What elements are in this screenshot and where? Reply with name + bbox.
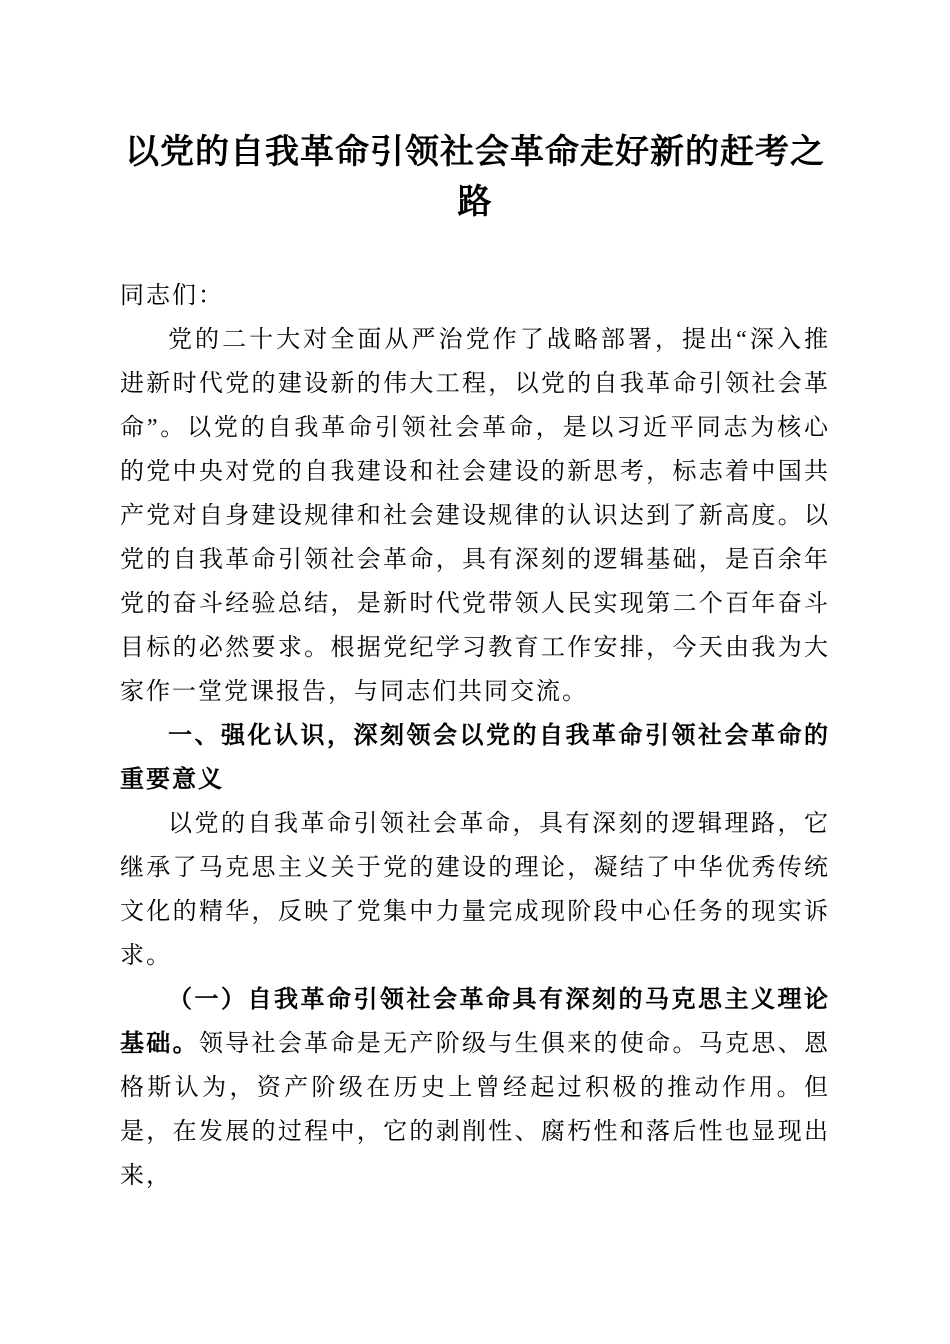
intro-paragraph: 党的二十大对全面从严治党作了战略部署，提出“深入推进新时代党的建设新的伟大工程，以党的自我革命引领社会革命”。以党的自我革命引领社会革命，是以习近平同志为核心的党中央对党的自我建设和社会建设的新思考，标志着中国共产党对自身建设规律和社会建设规律的认识达到了新高度。以党的自我革命引领社会革命，具有深刻的逻辑基础，是百余年党的奋斗经验总结，是新时代党带领人民实现第二个百年奋斗目标的必然要求。根据党纪学习教育工作安排，今天由我为大家作一堂党课报告，与同志们共同交流。 (120, 327, 830, 705)
section-heading-1: 一、强化认识，深刻领会以党的自我革命引领社会革命的重要意义 (120, 722, 830, 793)
section1-sub1-paragraph (120, 978, 830, 1198)
section1-intro-paragraph: 以党的自我革命引领社会革命，具有深刻的逻辑理路，它继承了马克思主义关于党的建设的理论，凝结了中华优秀传统文化的精华，反映了党集中力量完成现阶段中心任务的现实诉求。 (120, 811, 830, 969)
section1-sub1-body: 领导社会革命是无产阶级与生俱来的使命。马克思、恩格斯认为，资产阶级在历史上曾经起过积极的推动作用。但是，在发展的过程中，它的剥削性、腐朽性和落后性也显现出来， (120, 1031, 831, 1189)
document-title: 以党的自我革命引领社会革命走好新的赶考之路 (125, 134, 825, 221)
section1-sub1-lead: （一）自我革命引领社会革命具有深刻的马克思主义理论基础。 (120, 987, 830, 1057)
salutation: 同志们： (120, 283, 224, 309)
